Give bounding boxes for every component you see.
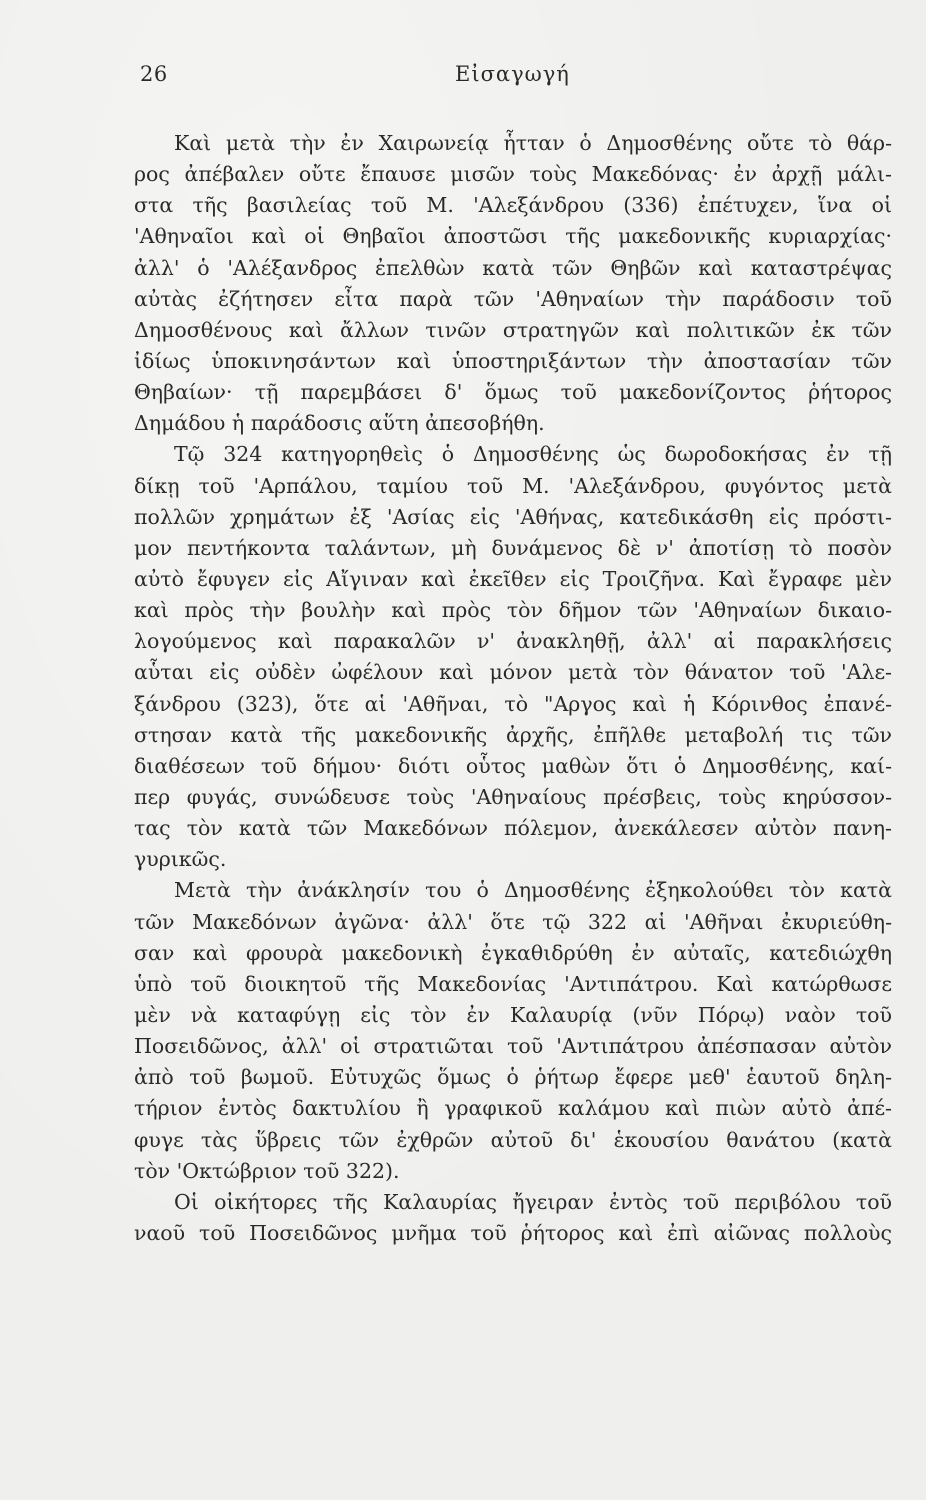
paragraph-1	[134, 128, 892, 439]
text-line: τῶν Μακεδόνων ἀγῶνα· ἀλλ' ὅτε τῷ 322 αἱ 'Αθῆναι ἐκυριεύθη-	[134, 909, 892, 934]
text-line: διαθέσεων τοῦ δήμου· διότι οὗτος μαθὼν ὅτι ὁ Δημοσθένης, καί-	[134, 753, 892, 778]
text-line: μον πεντήκοντα ταλάντων, μὴ δυνάμενος δὲ ν' ἀποτίσῃ τὸ ποσὸν	[134, 535, 892, 560]
text-line: Μετὰ τὴν ἀνάκλησίν του ὁ Δημοσθένης ἐξηκολούθει τὸν κατὰ	[174, 878, 892, 903]
text-line: Δημάδου ἡ παράδοσις αὕτη ἀπεσοβήθη.	[134, 411, 545, 436]
text-line: Οἱ οἰκήτορες τῆς Καλαυρίας ἤγειραν ἐντὸς τοῦ περιβόλου τοῦ	[174, 1189, 892, 1214]
text-line: ρος ἀπέβαλεν οὔτε ἔπαυσε μισῶν τοὺς Μακεδόνας· ἐν ἀρχῇ μάλι-	[134, 162, 892, 187]
text-line: ναοῦ τοῦ Ποσειδῶνος μνῆμα τοῦ ῥήτορος καὶ ἐπὶ αἰῶνας πολλοὺς	[134, 1220, 892, 1245]
text-line: λογούμενος καὶ παρακαλῶν ν' ἀνακληθῇ, ἀλλ' αἱ παρακλήσεις	[134, 629, 892, 654]
text-line: Δημοσθένους καὶ ἄλλων τινῶν στρατηγῶν καὶ πολιτικῶν ἐκ τῶν	[134, 317, 892, 342]
text-line: μὲν νὰ καταφύγῃ εἰς τὸν ἐν Καλαυρίᾳ (νῦν Πόρῳ) ναὸν τοῦ	[134, 1002, 892, 1027]
text-line: αὐτὸ ἔφυγεν εἰς Αἴγιναν καὶ ἐκεῖθεν εἰς Τροιζῆνα. Καὶ ἔγραφε μὲν	[134, 566, 892, 591]
page-number: 26	[140, 62, 168, 86]
paragraph-3	[134, 875, 892, 1186]
paragraph-4	[134, 1187, 892, 1249]
paragraph-2	[134, 439, 892, 875]
text-line: 'Αθηναῖοι καὶ οἱ Θηβαῖοι ἀποστῶσι τῆς μακεδονικῆς κυριαρχίας·	[134, 224, 892, 249]
text-line: ἀλλ' ὁ 'Αλέξανδρος ἐπελθὼν κατὰ τῶν Θηβῶν καὶ καταστρέψας	[134, 255, 892, 280]
text-line: περ φυγάς, συνώδευσε τοὺς 'Αθηναίους πρέσβεις, τοὺς κηρύσσον-	[134, 784, 892, 809]
text-line: ξάνδρου (323), ὅτε αἱ 'Αθῆναι, τὸ "Αργος καὶ ἡ Κόρινθος ἐπανέ-	[134, 691, 892, 716]
text-line: στησαν κατὰ τῆς μακεδονικῆς ἀρχῆς, ἐπῆλθε μεταβολή τις τῶν	[134, 722, 892, 747]
text-line: Ποσειδῶνος, ἀλλ' οἱ στρατιῶται τοῦ 'Αντιπάτρου ἀπέσπασαν αὐτὸν	[134, 1034, 892, 1059]
text-line: πολλῶν χρημάτων ἐξ 'Ασίας εἰς 'Αθήνας, κατεδικάσθη εἰς πρόστι-	[134, 504, 892, 529]
text-line: γυρικῶς.	[134, 847, 227, 872]
text-line: αὗται εἰς οὐδὲν ὠφέλουν καὶ μόνον μετὰ τὸν θάνατον τοῦ 'Αλε-	[134, 660, 892, 685]
text-line: φυγε τὰς ὕβρεις τῶν ἐχθρῶν αὐτοῦ δι' ἑκουσίου θανάτου (κατὰ	[134, 1127, 892, 1152]
text-line: τὸν 'Οκτώβριον τοῦ 322).	[134, 1158, 400, 1183]
text-line: σαν καὶ φρουρὰ μακεδονικὴ ἐγκαθιδρύθη ἐν αὐταῖς, κατεδιώχθη	[134, 940, 892, 965]
text-line: Καὶ μετὰ τὴν ἐν Χαιρωνείᾳ ἧτταν ὁ Δημοσθένης οὔτε τὸ θάρ-	[174, 131, 892, 155]
text-line: Θηβαίων· τῇ παρεμβάσει δ' ὅμως τοῦ μακεδονίζοντος ῥήτορος	[134, 380, 892, 405]
text-line: τήριον ἐντὸς δακτυλίου ἢ γραφικοῦ καλάμου καὶ πιὼν αὐτὸ ἀπέ-	[134, 1096, 892, 1121]
text-line: δίκῃ τοῦ 'Αρπάλου, ταμίου τοῦ Μ. 'Αλεξάνδρου, φυγόντος μετὰ	[134, 473, 892, 498]
text-line: ὑπὸ τοῦ διοικητοῦ τῆς Μακεδονίας 'Αντιπάτρου. Καὶ κατώρθωσε	[134, 971, 892, 996]
body-text	[134, 128, 892, 1249]
text-line: ἀπὸ τοῦ βωμοῦ. Εὐτυχῶς ὅμως ὁ ῥήτωρ ἔφερε μεθ' ἑαυτοῦ δηλη-	[134, 1065, 892, 1090]
text-line: τας τὸν κατὰ τῶν Μακεδόνων πόλεμον, ἀνεκάλεσεν αὐτὸν πανη-	[134, 816, 892, 841]
text-line: καὶ πρὸς τὴν βουλὴν καὶ πρὸς τὸν δῆμον τῶν 'Αθηναίων δικαιο-	[134, 598, 892, 623]
running-head: Εἰσαγωγή	[455, 62, 570, 86]
text-line: ἰδίως ὑποκινησάντων καὶ ὑποστηριξάντων τὴν ἀποστασίαν τῶν	[134, 348, 892, 373]
text-line: αὐτὰς ἐζήτησεν εἶτα παρὰ τῶν 'Αθηναίων τὴν παράδοσιν τοῦ	[134, 286, 892, 311]
text-line: Τῷ 324 κατηγορηθεὶς ὁ Δημοσθένης ὡς δωροδοκήσας ἐν τῇ	[174, 442, 892, 467]
page-header	[140, 62, 840, 98]
text-line: στα τῆς βασιλείας τοῦ Μ. 'Αλεξάνδρου (336) ἐπέτυχεν, ἵνα οἱ	[134, 193, 892, 218]
